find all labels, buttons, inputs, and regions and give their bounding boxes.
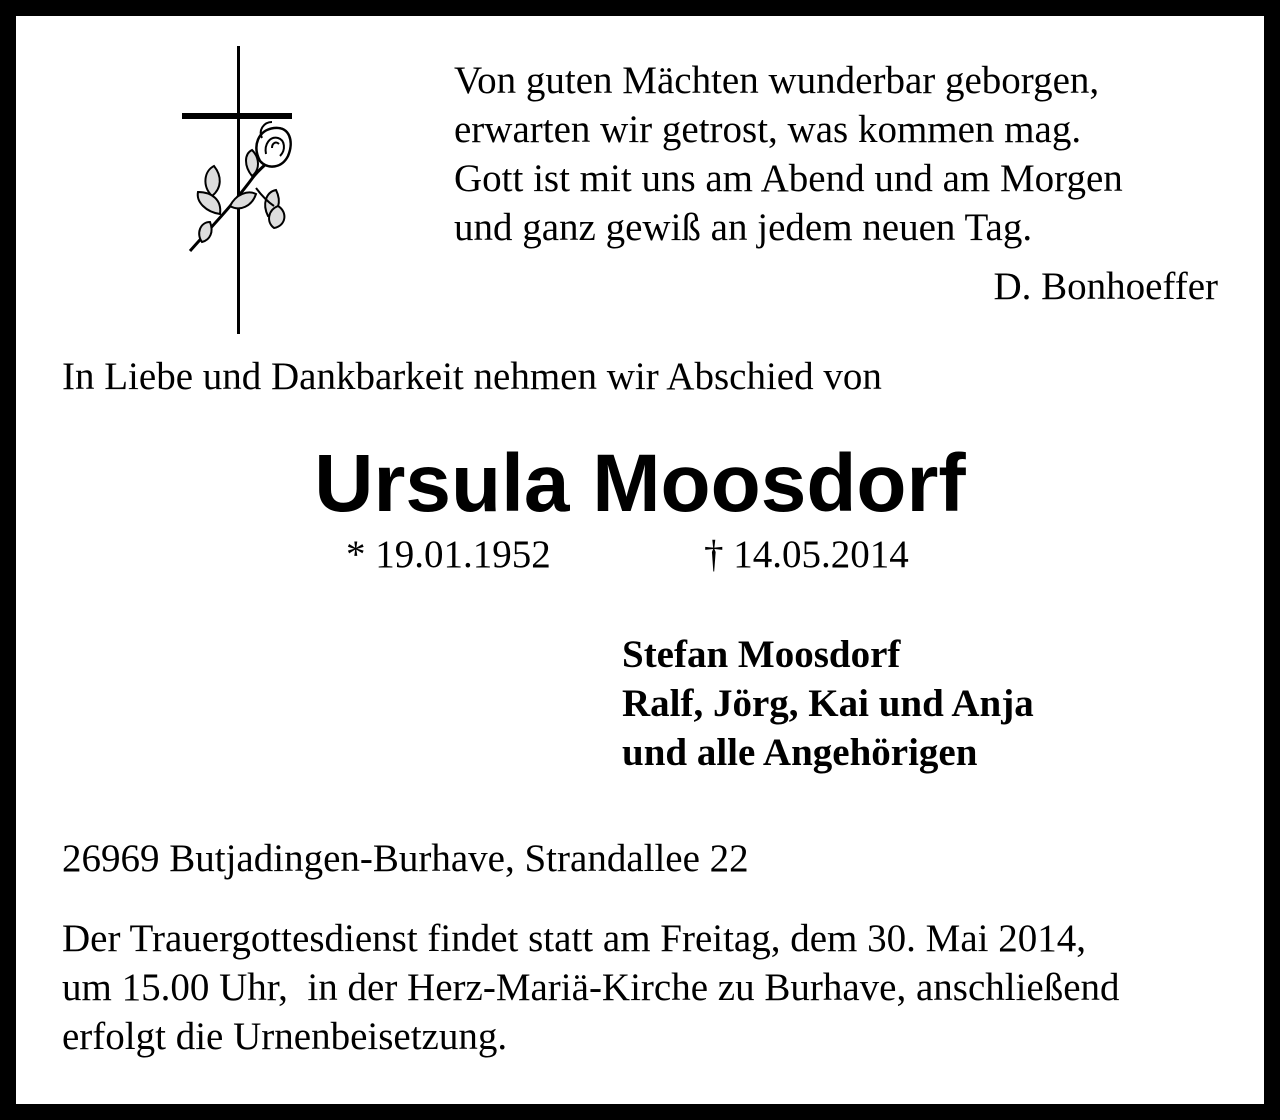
service-line: um 15.00 Uhr, in der Herz-Mariä-Kirche zu Burhave, anschließend: [62, 966, 1120, 1009]
deceased-name: Ursula Moosdorf: [314, 438, 966, 529]
mourner-line: Ralf, Jörg, Kai und Anja: [622, 682, 1034, 725]
mourner-line: Stefan Moosdorf: [622, 633, 901, 676]
intro-line: In Liebe und Dankbarkeit nehmen wir Abschied von: [62, 355, 882, 398]
poem-author: D. Bonhoeffer: [993, 265, 1218, 308]
address: 26969 Butjadingen-Burhave, Strandallee 22: [62, 837, 749, 880]
poem-line: erwarten wir getrost, was kommen mag.: [454, 108, 1082, 151]
poem: [454, 56, 1123, 252]
cross-with-rose-icon: [182, 46, 312, 336]
obituary-notice: [16, 16, 1264, 1104]
mourners-list: [622, 630, 1034, 777]
birth-date: * 19.01.1952: [346, 533, 551, 576]
service-info: [62, 914, 1120, 1061]
poem-line: Gott ist mit uns am Abend und am Morgen: [454, 157, 1123, 200]
death-date: † 14.05.2014: [704, 533, 909, 576]
service-line: Der Trauergottesdienst findet statt am Freitag, dem 30. Mai 2014,: [62, 917, 1086, 960]
poem-line: und ganz gewiß an jedem neuen Tag.: [454, 206, 1033, 249]
poem-line: Von guten Mächten wunderbar geborgen,: [454, 59, 1100, 102]
service-line: erfolgt die Urnenbeisetzung.: [62, 1015, 508, 1058]
mourner-line: und alle Angehörigen: [622, 731, 978, 774]
